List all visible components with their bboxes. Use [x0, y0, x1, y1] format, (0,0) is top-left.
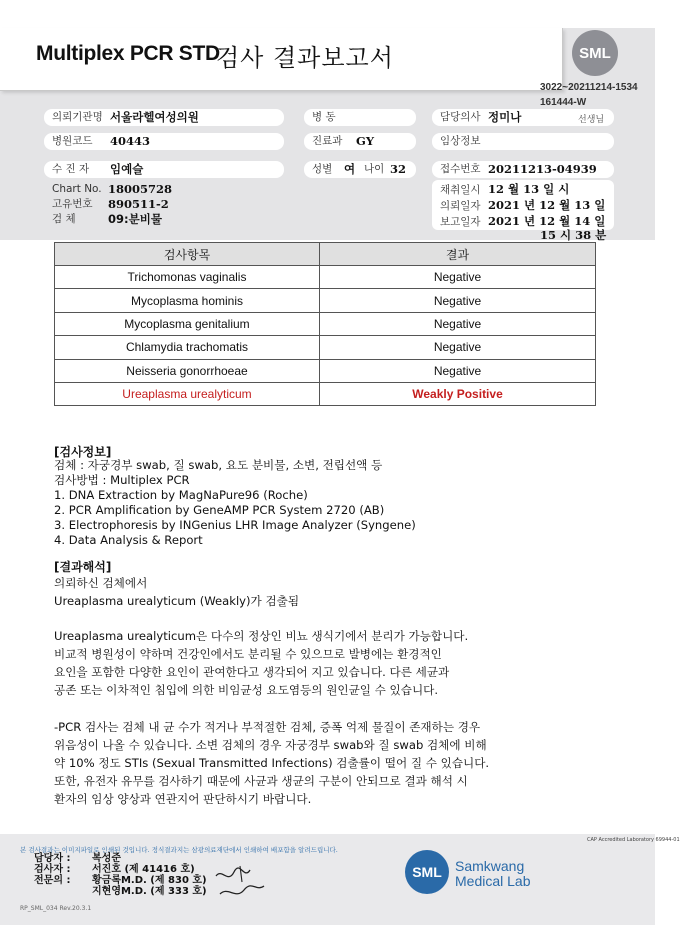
signer-role: 담당자 :: [34, 853, 71, 864]
test-item: Ureaplasma urealyticum: [55, 382, 320, 405]
interpretation-para2: 약 10% 정도 STIs (Sexual Transmitted Infections) 검출률이 떨어 질 수 있습니다.: [54, 756, 490, 770]
signature-image: [210, 862, 270, 902]
test-item: Trichomonas vaginalis: [55, 266, 320, 289]
results-header-row: [55, 243, 596, 266]
chart-value: 18005728: [108, 182, 173, 196]
test-info-line: 3. Electrophoresis by INGenius LHR Image Analyzer (Syngene): [54, 518, 416, 532]
accreditation-text: CAP Accredited Laboratory 69944-01: [587, 837, 680, 843]
lab-logo: [405, 850, 449, 894]
test-result: Negative: [320, 312, 596, 335]
request-value: 2021 년 12 월 13 일: [488, 198, 606, 212]
results-table: [54, 242, 596, 406]
collect-label: 채취일시: [440, 184, 481, 196]
signer-role: 전문의 :: [34, 875, 71, 886]
patient-value: 임예슬: [110, 162, 144, 176]
signer-name: 서진호 (제 41416 호): [92, 864, 195, 875]
sex-value: 여: [344, 162, 356, 176]
test-info-line: 검체 : 자궁경부 swab, 질 swab, 요도 분비물, 소변, 전립선액 등: [54, 458, 383, 472]
lab-logo-text: SML: [412, 864, 442, 880]
doctor-value: 정미나: [488, 110, 522, 124]
interpretation-para1: 요인을 포함한 다양한 요인이 관여한다고 생각되어 지고 있습니다. 다른 세균과: [54, 665, 450, 679]
collect-value: 12 월 13 일 시: [488, 182, 570, 196]
test-item: Mycoplasma genitalium: [55, 312, 320, 335]
age-label: 나이: [364, 163, 385, 175]
interpretation-para1: 공존 또는 이차적인 침입에 의한 비임균성 요도염등의 원인균일 수 있습니다.: [54, 683, 439, 697]
signer-role: 검사자 :: [34, 864, 71, 875]
specimen-value: 09:분비물: [108, 212, 162, 226]
header-result: 결과: [320, 243, 596, 266]
signer-name: 복성준: [92, 853, 121, 864]
form-number: RP_SML_034 Rev.20.3.1: [20, 905, 92, 912]
test-info-line: 4. Data Analysis & Report: [54, 533, 203, 547]
doc-number-2: 161444-W: [540, 97, 587, 108]
interpretation-para2: -PCR 검사는 검체 내 균 수가 적거나 부적절한 검체, 증폭 억제 물질이 존재하는 경우: [54, 720, 481, 734]
header-test-item: 검사항목: [55, 243, 320, 266]
specimen-label: 검 체: [52, 213, 76, 225]
doctor-label: 담당의사: [440, 111, 481, 123]
test-item: Chlamydia trachomatis: [55, 336, 320, 359]
table-row: [55, 289, 596, 312]
institution-label: 의뢰기관명: [52, 111, 103, 123]
test-item: Mycoplasma hominis: [55, 289, 320, 312]
lab-name-line1: Samkwang: [455, 858, 525, 874]
interpretation-para1: 비교적 병원성이 약하며 건강인에서도 분리될 수 있으므로 발병에는 환경적인: [54, 647, 442, 661]
institution-value: 서울라헬여성의원: [110, 110, 199, 124]
signer-name: 지현영M.D. (제 333 호): [92, 886, 207, 897]
test-result: Negative: [320, 336, 596, 359]
test-info-line: 2. PCR Amplification by GeneAMP PCR System 2720 (AB): [54, 503, 385, 517]
receipt-value: 20211213-04939: [488, 162, 597, 176]
report-time-value: 15 시 38 분: [540, 228, 607, 242]
doc-number-1: 3022~20211214-1534: [540, 82, 638, 93]
table-row: [55, 312, 596, 335]
id-label: 고유번호: [52, 198, 93, 210]
interpretation-para2: 위음성이 나올 수 있습니다. 소변 검체의 경우 자궁경부 swab와 질 swab 검체에 비해: [54, 738, 487, 752]
interpretation-line: 의뢰하신 검체에서: [54, 576, 148, 590]
dept-value: GY: [356, 134, 375, 148]
test-info-title: [검사정보]: [54, 445, 112, 459]
table-row: [55, 266, 596, 289]
doctor-suffix: 선생님: [578, 115, 605, 125]
dept-label: 진료과: [312, 135, 343, 147]
interpretation-para2: 환자의 임상 양상과 연관지어 판단하시기 바랍니다.: [54, 792, 312, 806]
sex-label: 성별: [312, 163, 333, 175]
test-result: Weakly Positive: [320, 382, 596, 405]
test-result: Negative: [320, 266, 596, 289]
interpretation-title: [결과해석]: [54, 560, 112, 574]
sml-logo-text: SML: [579, 44, 611, 62]
test-info-line: 1. DNA Extraction by MagNaPure96 (Roche): [54, 488, 308, 502]
chart-label: Chart No.: [52, 183, 102, 195]
sml-logo: [572, 30, 618, 76]
report-title-en: Multiplex PCR STD: [36, 42, 220, 65]
age-value: 32: [390, 162, 407, 176]
test-result: Negative: [320, 359, 596, 382]
report-value: 2021 년 12 월 14 일: [488, 214, 606, 228]
fine-print: 본 검사결과는 이미지파일로 인쇄된 것입니다. 정식결과지는 삼광의료재단에서 인쇄하여 배포함을 알려드립니다.: [20, 846, 338, 854]
signer-name: 황금록M.D. (제 830 호): [92, 875, 207, 886]
table-row: [55, 336, 596, 359]
hospital-code-value: 40443: [110, 134, 151, 148]
report-label: 보고일자: [440, 216, 481, 228]
lab-name-line2: Medical Lab: [455, 873, 531, 889]
hospital-code-label: 병원코드: [52, 135, 93, 147]
clinical-label: 임상정보: [440, 135, 481, 147]
id-value: 890511-2: [108, 197, 169, 211]
test-info-line: 검사방법 : Multiplex PCR: [54, 473, 190, 487]
table-row-positive: [55, 382, 596, 405]
ward-label: 병 동: [312, 111, 336, 123]
receipt-label: 접수번호: [440, 163, 481, 175]
report-title-ko: 검사 결과보고서: [216, 44, 394, 72]
interpretation-line: Ureaplasma urealyticum (Weakly)가 검출됨: [54, 594, 300, 608]
interpretation-para2: 또한, 유전자 유무를 검사하기 때문에 사균과 생균의 구분이 안되므로 결과 해석 시: [54, 774, 468, 788]
interpretation-para1: Ureaplasma urealyticum은 다수의 정상인 비뇨 생식기에서 분리가 가능합니다.: [54, 629, 469, 643]
request-label: 의뢰일자: [440, 200, 481, 212]
table-row: [55, 359, 596, 382]
patient-label: 수 진 자: [52, 163, 90, 175]
test-result: Negative: [320, 289, 596, 312]
test-item: Neisseria gonorrhoeae: [55, 359, 320, 382]
